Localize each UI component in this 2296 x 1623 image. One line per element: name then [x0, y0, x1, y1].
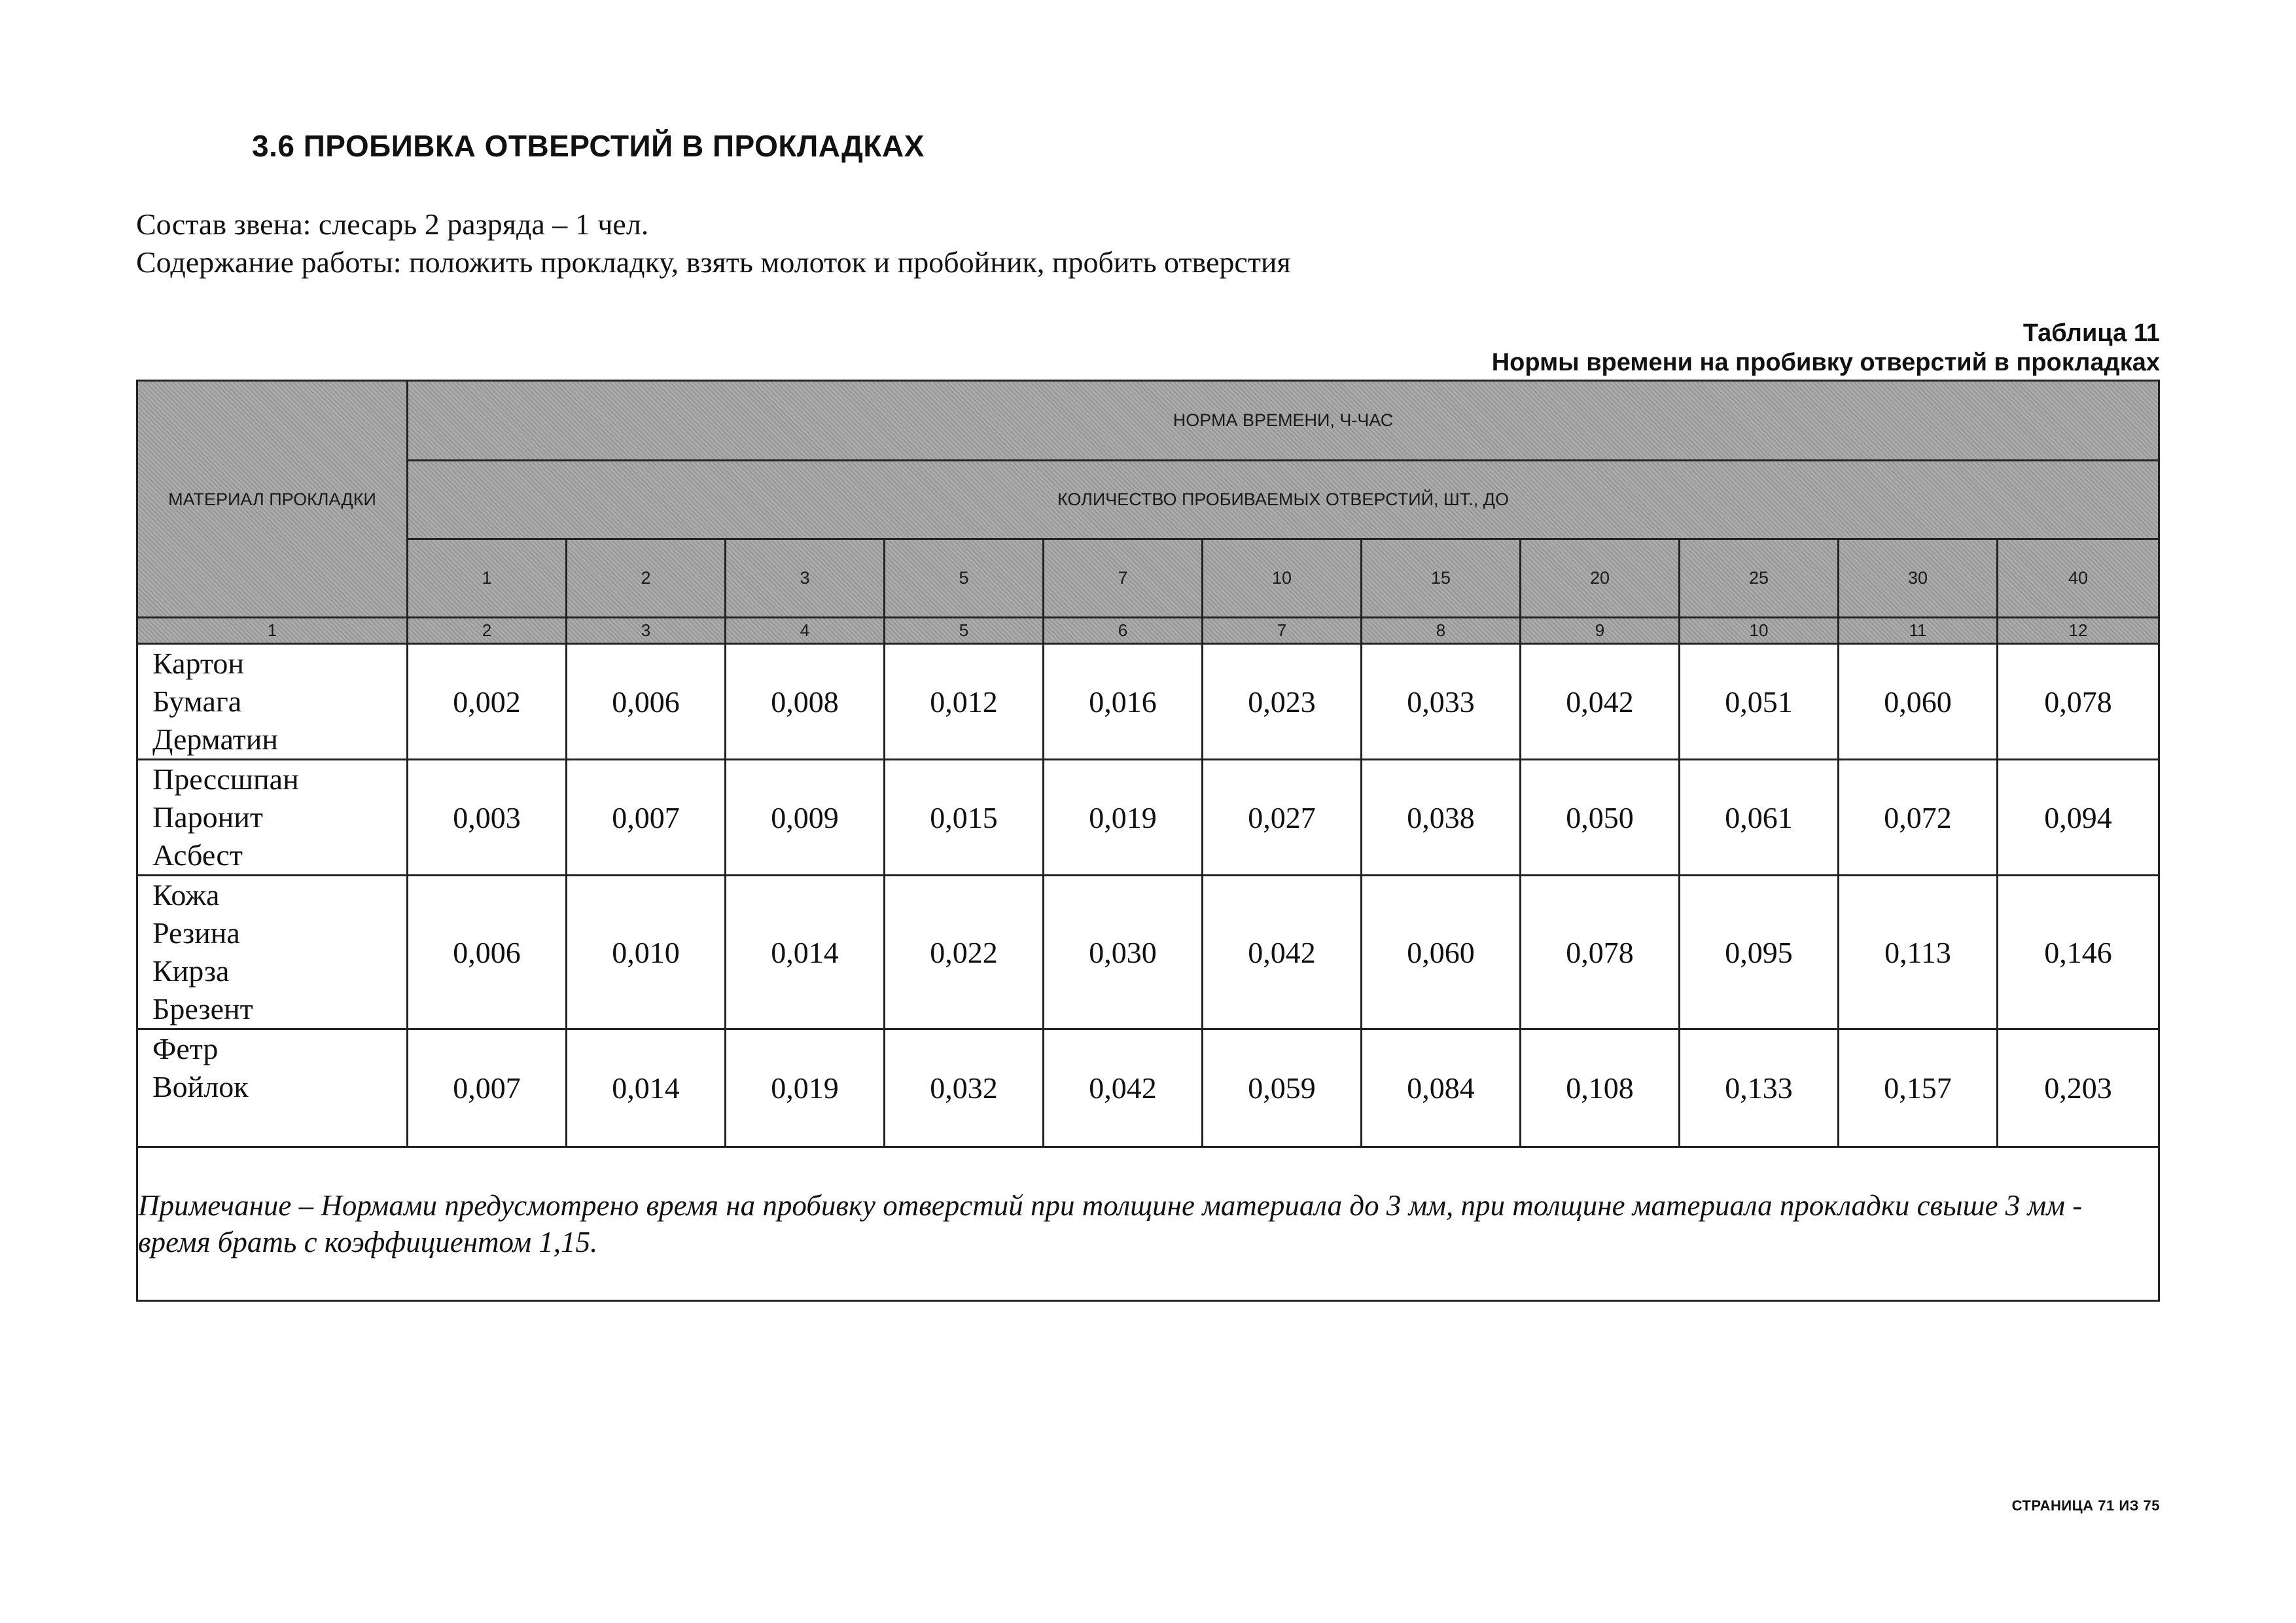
count-header: КОЛИЧЕСТВО ПРОБИВАЕМЫХ ОТВЕРСТИЙ, ШТ., ДО [408, 461, 2159, 539]
norm-value: 0,060 [1362, 876, 1521, 1029]
norm-value: 0,038 [1362, 760, 1521, 876]
material-name: Дерматин [152, 722, 279, 756]
norm-value: 0,094 [1998, 760, 2159, 876]
norm-value: 0,022 [885, 876, 1044, 1029]
count-value-header: 25 [1680, 539, 1839, 618]
column-number: 4 [726, 618, 885, 644]
count-value-header: 3 [726, 539, 885, 618]
column-number: 8 [1362, 618, 1521, 644]
norm-value: 0,042 [1521, 644, 1680, 760]
table-row [137, 876, 2159, 1029]
column-number: 2 [408, 618, 567, 644]
norm-value: 0,157 [1839, 1029, 1998, 1147]
material-cell [137, 876, 408, 1029]
count-value-header: 5 [885, 539, 1044, 618]
norm-value: 0,108 [1521, 1029, 1680, 1147]
column-number: 9 [1521, 618, 1680, 644]
norm-value: 0,113 [1839, 876, 1998, 1029]
norm-value: 0,146 [1998, 876, 2159, 1029]
norm-value: 0,003 [408, 760, 567, 876]
norm-value: 0,016 [1044, 644, 1203, 760]
norm-value: 0,072 [1839, 760, 1998, 876]
count-value-header: 7 [1044, 539, 1203, 618]
norm-value: 0,007 [567, 760, 726, 876]
norm-value: 0,033 [1362, 644, 1521, 760]
table-title: Нормы времени на пробивку отверстий в прокладках [1491, 349, 2160, 376]
norm-value: 0,012 [885, 644, 1044, 760]
norm-value: 0,050 [1521, 760, 1680, 876]
norm-value: 0,133 [1680, 1029, 1839, 1147]
norm-value: 0,027 [1203, 760, 1362, 876]
material-name: Паронит [152, 800, 263, 834]
norm-value: 0,009 [726, 760, 885, 876]
norm-value: 0,007 [408, 1029, 567, 1147]
material-header: МАТЕРИАЛ ПРОКЛАДКИ [137, 381, 408, 618]
norm-value: 0,095 [1680, 876, 1839, 1029]
column-number: 1 [137, 618, 408, 644]
norm-value: 0,014 [567, 1029, 726, 1147]
norm-value: 0,014 [726, 876, 885, 1029]
material-cell [137, 760, 408, 876]
material-name: Картон [152, 647, 244, 680]
count-value-header: 40 [1998, 539, 2159, 618]
table-row [137, 760, 2159, 876]
norm-value: 0,032 [885, 1029, 1044, 1147]
norm-value: 0,008 [726, 644, 885, 760]
section-title: 3.6 ПРОБИВКА ОТВЕРСТИЙ В ПРОКЛАДКАХ [252, 129, 925, 163]
column-number: 6 [1044, 618, 1203, 644]
norm-value: 0,078 [1998, 644, 2159, 760]
norm-value: 0,203 [1998, 1029, 2159, 1147]
norm-value: 0,019 [1044, 760, 1203, 876]
norm-value: 0,059 [1203, 1029, 1362, 1147]
material-name: Фетр [152, 1032, 219, 1065]
material-name: Кирза [152, 954, 230, 988]
norm-value: 0,002 [408, 644, 567, 760]
norm-value: 0,019 [726, 1029, 885, 1147]
material-name: Войлок [152, 1070, 249, 1103]
material-cell [137, 644, 408, 760]
norm-value: 0,015 [885, 760, 1044, 876]
norm-value: 0,006 [567, 644, 726, 760]
material-name: Резина [152, 916, 240, 950]
material-name: Брезент [152, 992, 253, 1026]
norm-header: НОРМА ВРЕМЕНИ, Ч-ЧАС [408, 381, 2159, 461]
norm-value: 0,078 [1521, 876, 1680, 1029]
count-value-header: 20 [1521, 539, 1680, 618]
note-row [137, 1147, 2159, 1301]
material-name: Кожа [152, 878, 220, 912]
table-row [137, 1029, 2159, 1147]
column-number: 3 [567, 618, 726, 644]
column-number: 10 [1680, 618, 1839, 644]
norms-table [136, 380, 2160, 1302]
norm-value: 0,030 [1044, 876, 1203, 1029]
count-value-header: 30 [1839, 539, 1998, 618]
material-name: Бумага [152, 685, 242, 718]
norm-value: 0,061 [1680, 760, 1839, 876]
norm-value: 0,006 [408, 876, 567, 1029]
norm-value: 0,042 [1203, 876, 1362, 1029]
count-value-header: 10 [1203, 539, 1362, 618]
crew-text: Состав звена: слесарь 2 разряда – 1 чел. [136, 207, 649, 241]
column-number: 12 [1998, 618, 2159, 644]
page-number: СТРАНИЦА 71 ИЗ 75 [2011, 1497, 2160, 1514]
column-number: 5 [885, 618, 1044, 644]
norm-value: 0,060 [1839, 644, 1998, 760]
column-number: 11 [1839, 618, 1998, 644]
count-value-header: 15 [1362, 539, 1521, 618]
table-number: Таблица 11 [2022, 319, 2160, 347]
norm-value: 0,023 [1203, 644, 1362, 760]
table-note: Примечание – Нормами предусмотрено время на пробивку отверстий при толщине материала до 3 мм, при толщине материала прокладки свыше 3 мм - время брать с коэффициентом 1,15. [137, 1147, 2159, 1301]
material-name: Асбест [152, 838, 243, 872]
norm-value: 0,042 [1044, 1029, 1203, 1147]
norm-value: 0,051 [1680, 644, 1839, 760]
count-value-header: 2 [567, 539, 726, 618]
material-cell [137, 1029, 408, 1147]
column-number: 7 [1203, 618, 1362, 644]
work-content-text: Содержание работы: положить прокладку, взять молоток и пробойник, пробить отверстия [136, 245, 1291, 279]
norm-value: 0,084 [1362, 1029, 1521, 1147]
material-name: Прессшпан [152, 762, 299, 796]
table-row [137, 644, 2159, 760]
norm-value: 0,010 [567, 876, 726, 1029]
count-value-header: 1 [408, 539, 567, 618]
